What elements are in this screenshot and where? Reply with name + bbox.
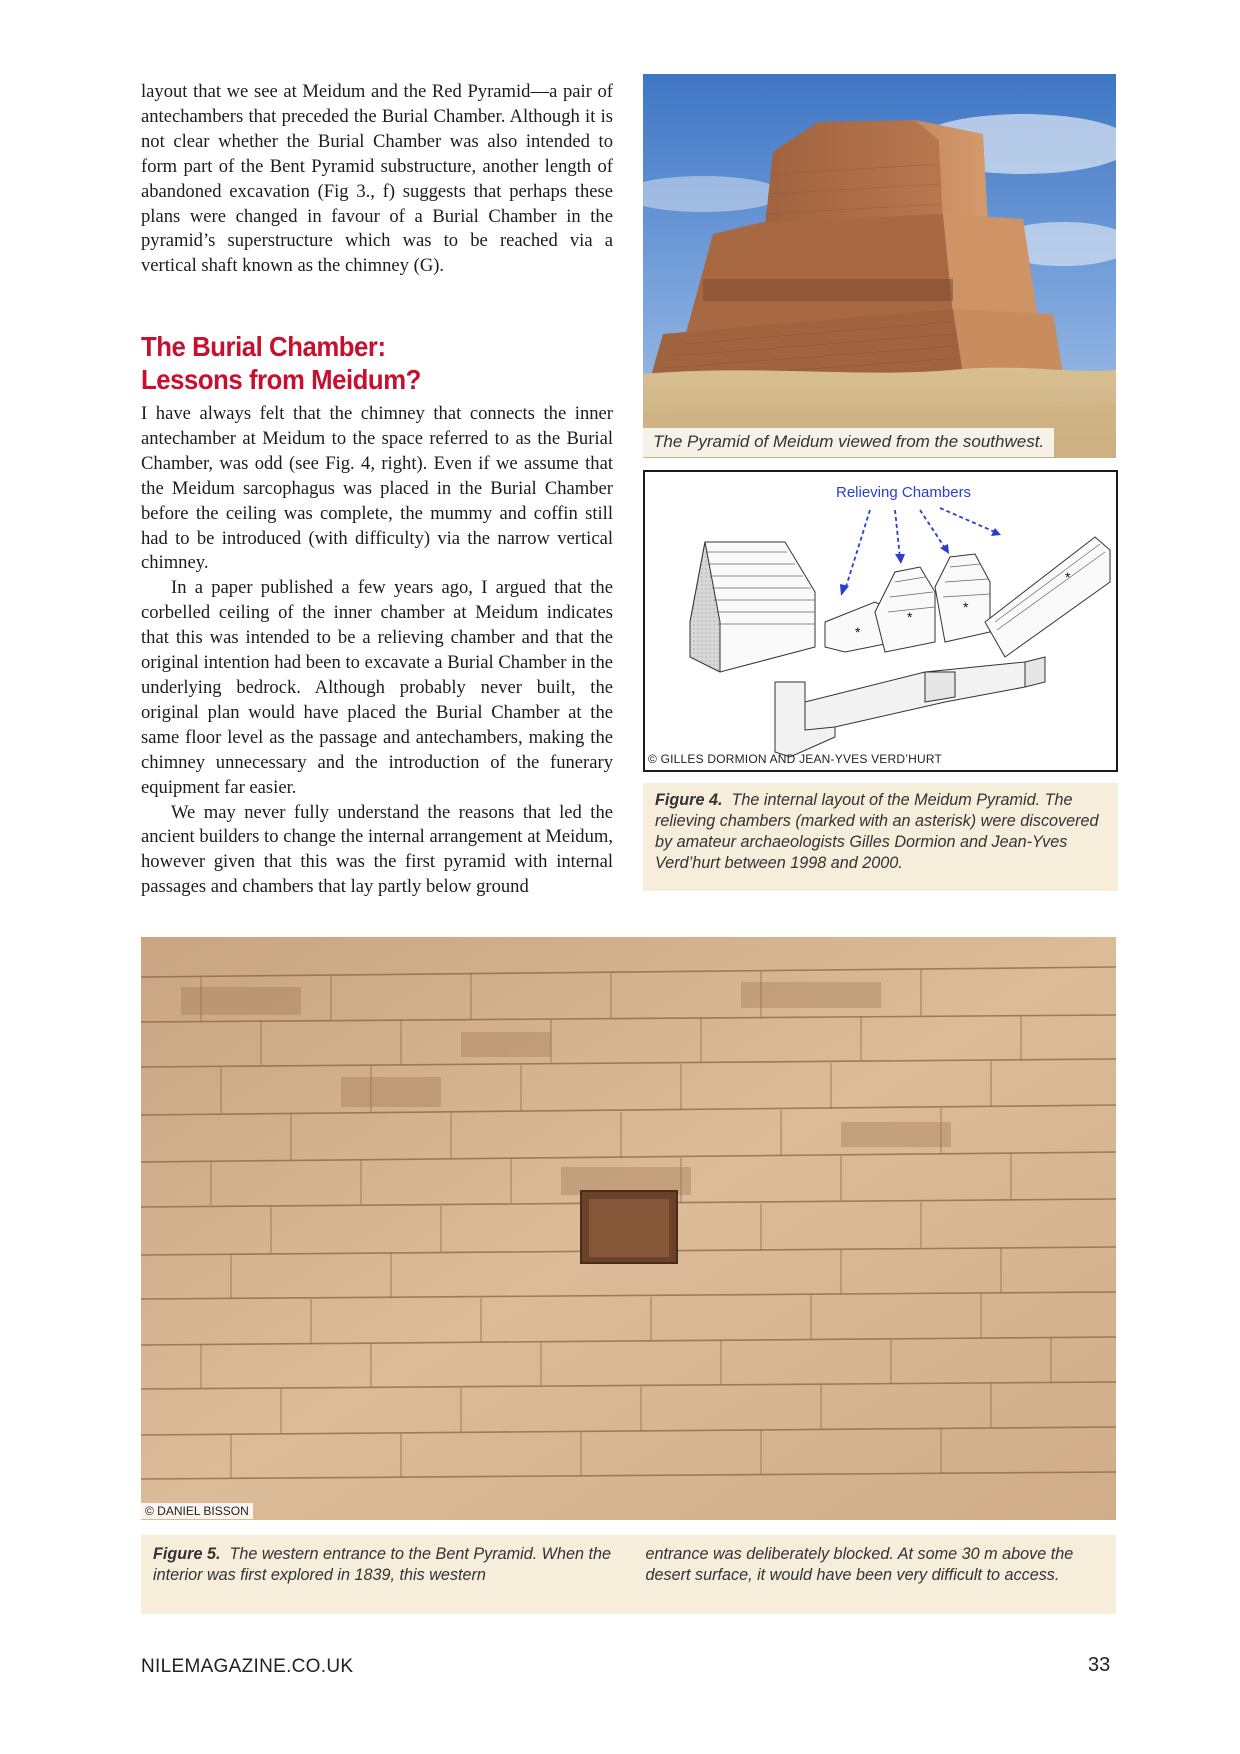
paragraph-2: In a paper published a few years ago, I argued that the corbelled ceiling of the inner chamber at Meidum indicates that this was intended to be a relieving chamber and that the original intention had been to excavate a Burial Chamber in the underlying bedrock. Although probably never built, the original plan would have placed the Burial Chamber at the same floor level as the passage and antechambers, making the chimney unnecessary and the introduction of the funerary equipment far easier. — [141, 577, 613, 798]
svg-text:*: * — [907, 609, 913, 625]
svg-text:*: * — [855, 624, 861, 640]
wall-photo-credit: © DANIEL BISSON — [141, 1503, 253, 1519]
figure-5-label: Figure 5. — [153, 1545, 221, 1563]
footer-site: NILEMAGAZINE.CO.UK — [141, 1656, 354, 1677]
svg-text:*: * — [1065, 569, 1071, 585]
meidum-pyramid-photo — [643, 74, 1116, 458]
paragraph-1: I have always felt that the chimney that connects the inner antechamber at Meidum to the space referred to as the Burial Chamber, was odd (see Fig. 4, right). Even if we assume that the Meidum sarcophagus was placed in the Burial Chamber before the ceiling was complete, the mummy and coffin still had to be introduced (with difficulty) via the narrow vertical chimney. — [141, 403, 613, 574]
page-number: 33 — [1088, 1654, 1111, 1676]
article-body — [141, 402, 613, 900]
figure-4-text: The internal layout of the Meidum Pyramid. The relieving chambers (marked with an asterisk) were discovered by amateur archaeologists Gilles Dormion and Jean-Yves Verd’hurt between 1998 and 2000. — [655, 791, 1099, 872]
meidum-layout-diagram — [643, 470, 1118, 772]
photo-caption: The Pyramid of Meidum viewed from the southwest. — [643, 428, 1054, 457]
heading-line-2: Lessons from Meidum? — [141, 364, 421, 395]
paragraph-intro: layout that we see at Meidum and the Red Pyramid—a pair of antechambers that preceded the Burial Chamber. Although it is not clear whether the Burial Chamber was also intended to form part of the Bent Pyramid substructure, another length of abandoned excavation (Fig 3., f) suggests that perhaps these plans were changed in favour of a Burial Chamber in the pyramid’s superstructure which was to be reached via a vertical shaft known as the chimney (G). — [141, 81, 613, 277]
figure-5-caption — [141, 1535, 1116, 1614]
diagram-credit: © GILLES DORMION AND JEAN-YVES VERD’HURT — [648, 752, 943, 766]
bent-pyramid-wall-photo — [141, 937, 1116, 1520]
figure-5-caption-col-2 — [646, 1544, 1105, 1614]
paragraph-3: We may never fully understand the reasons that led the ancient builders to change the internal arrangement at Meidum, however given that this was the first pyramid with internal passages and chambers that lay partly below ground — [141, 801, 613, 898]
section-heading — [141, 330, 575, 396]
figure-4-label: Figure 4. — [655, 791, 723, 809]
svg-text:*: * — [963, 599, 969, 615]
figure-4-caption — [643, 783, 1118, 891]
figure-5-caption-col-1 — [153, 1544, 612, 1614]
figure-5-text-a: The western entrance to the Bent Pyramid. When the interior was first explored in 1839, this western — [153, 1545, 611, 1584]
relieving-chambers-label: Relieving Chambers — [836, 484, 972, 501]
figure-5-text-b: entrance was deliberately blocked. At some 30 m above the desert surface, it would have been very difficult to access. — [645, 1545, 1074, 1584]
article-intro-paragraph — [141, 80, 613, 279]
heading-line-1: The Burial Chamber: — [141, 331, 386, 362]
